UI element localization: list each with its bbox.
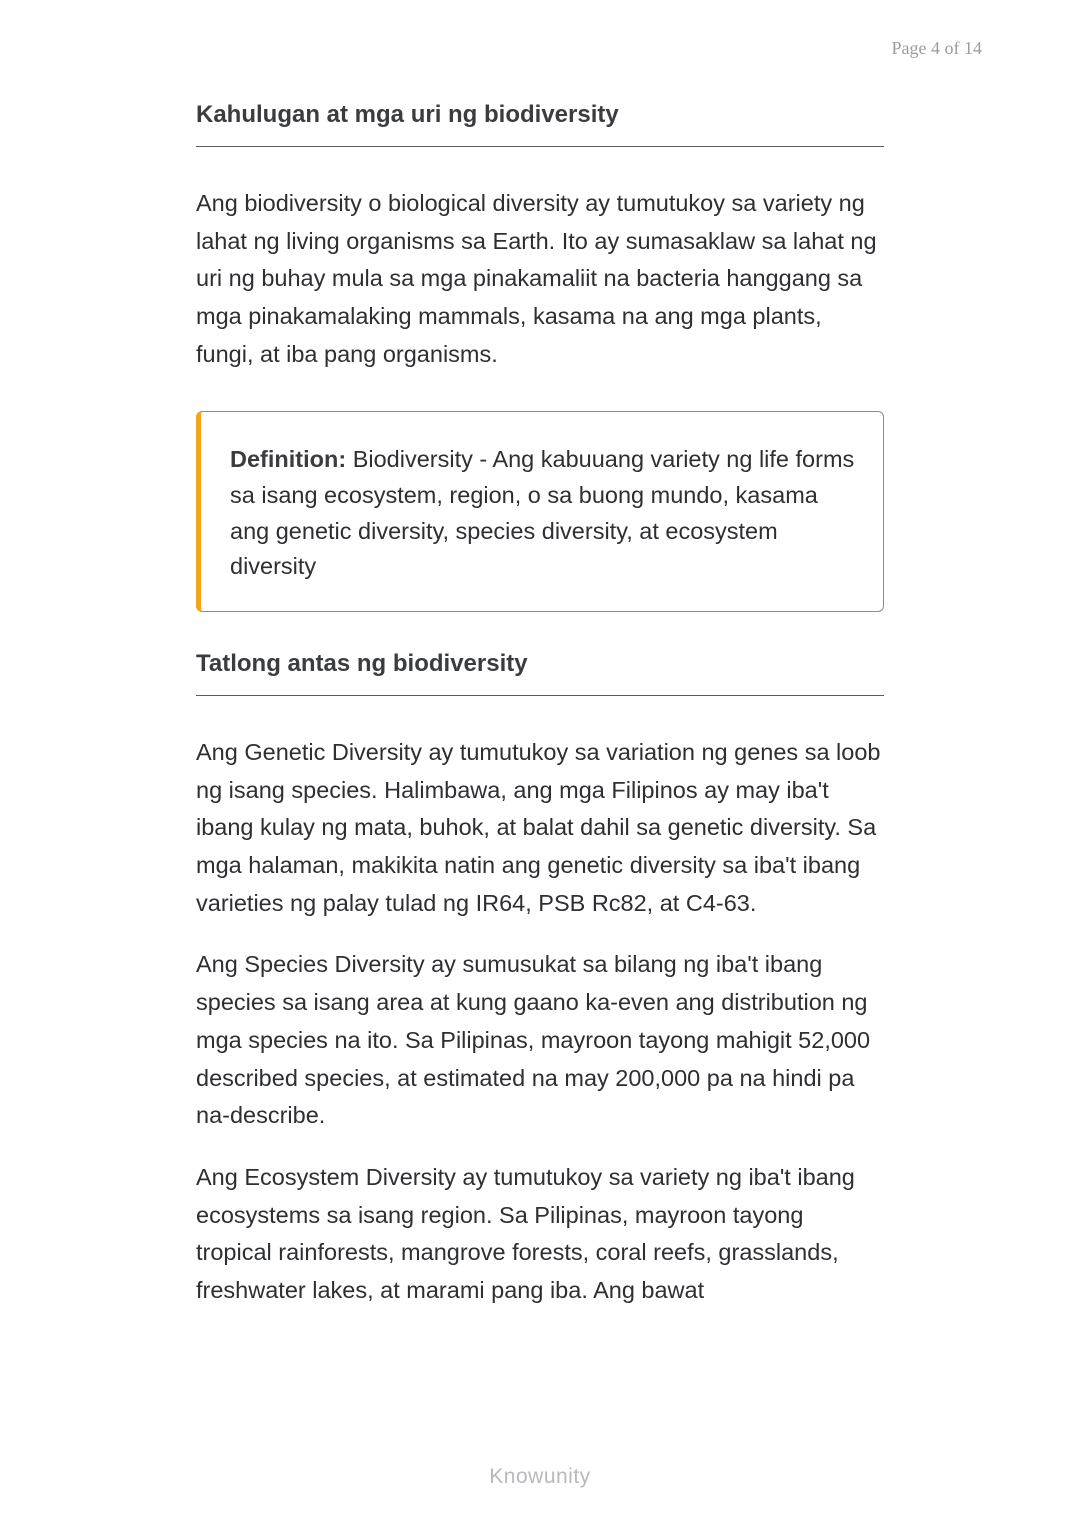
footer-brand: Knowunity <box>489 1465 591 1488</box>
definition-callout <box>196 411 884 612</box>
definition-text: Biodiversity - Ang kabuuang variety ng life forms sa isang ecosystem, region, o sa buong mundo, kasama ang genetic diversity, species diversity, at ecosystem diversity <box>230 446 855 580</box>
document-body <box>196 0 884 1310</box>
paragraph-species-diversity: Ang Species Diversity ay sumusukat sa bilang ng iba't ibang species sa isang area at kung gaano ka-even ang distribution ng mga species na ito. Sa Pilipinas, mayroon tayong mahigit 52,000 described species, at estimated na may 200,000 pa na hindi pa na-describe. <box>196 951 871 1129</box>
paragraph-biodiversity-intro: Ang biodiversity o biological diversity ay tumutukoy sa variety ng lahat ng living organisms sa Earth. Ito ay sumasaklaw sa lahat ng uri ng buhay mula sa mga pinakamaliit na bacteria hanggang sa mga pinakamalaking mammals, kasama na ang mga plants, fungi, at iba pang organisms. <box>196 189 877 367</box>
page-indicator: Page 4 of 14 <box>891 38 982 58</box>
section-heading-kahulugan: Kahulugan at mga uri ng biodiversity <box>196 101 884 147</box>
definition-label: Definition: <box>230 446 347 473</box>
paragraph-ecosystem-diversity: Ang Ecosystem Diversity ay tumutukoy sa variety ng iba't ibang ecosystems sa isang region. Sa Pilipinas, mayroon tayong tropical rainforests, mangrove forests, coral reefs, grasslands, freshwater lakes, at marami pang iba. Ang bawat <box>196 1163 855 1304</box>
paragraph-genetic-diversity: Ang Genetic Diversity ay tumutukoy sa variation ng genes sa loob ng isang species. Halimbawa, ang mga Filipinos ay may iba't ibang kulay ng mata, buhok, at balat dahil sa genetic diversity. Sa mga halaman, makikita natin ang genetic diversity sa iba't ibang varieties ng palay tulad ng IR64, PSB Rc82, at C4-63. <box>196 738 881 916</box>
section-heading-tatlong-antas: Tatlong antas ng biodiversity <box>196 650 884 696</box>
